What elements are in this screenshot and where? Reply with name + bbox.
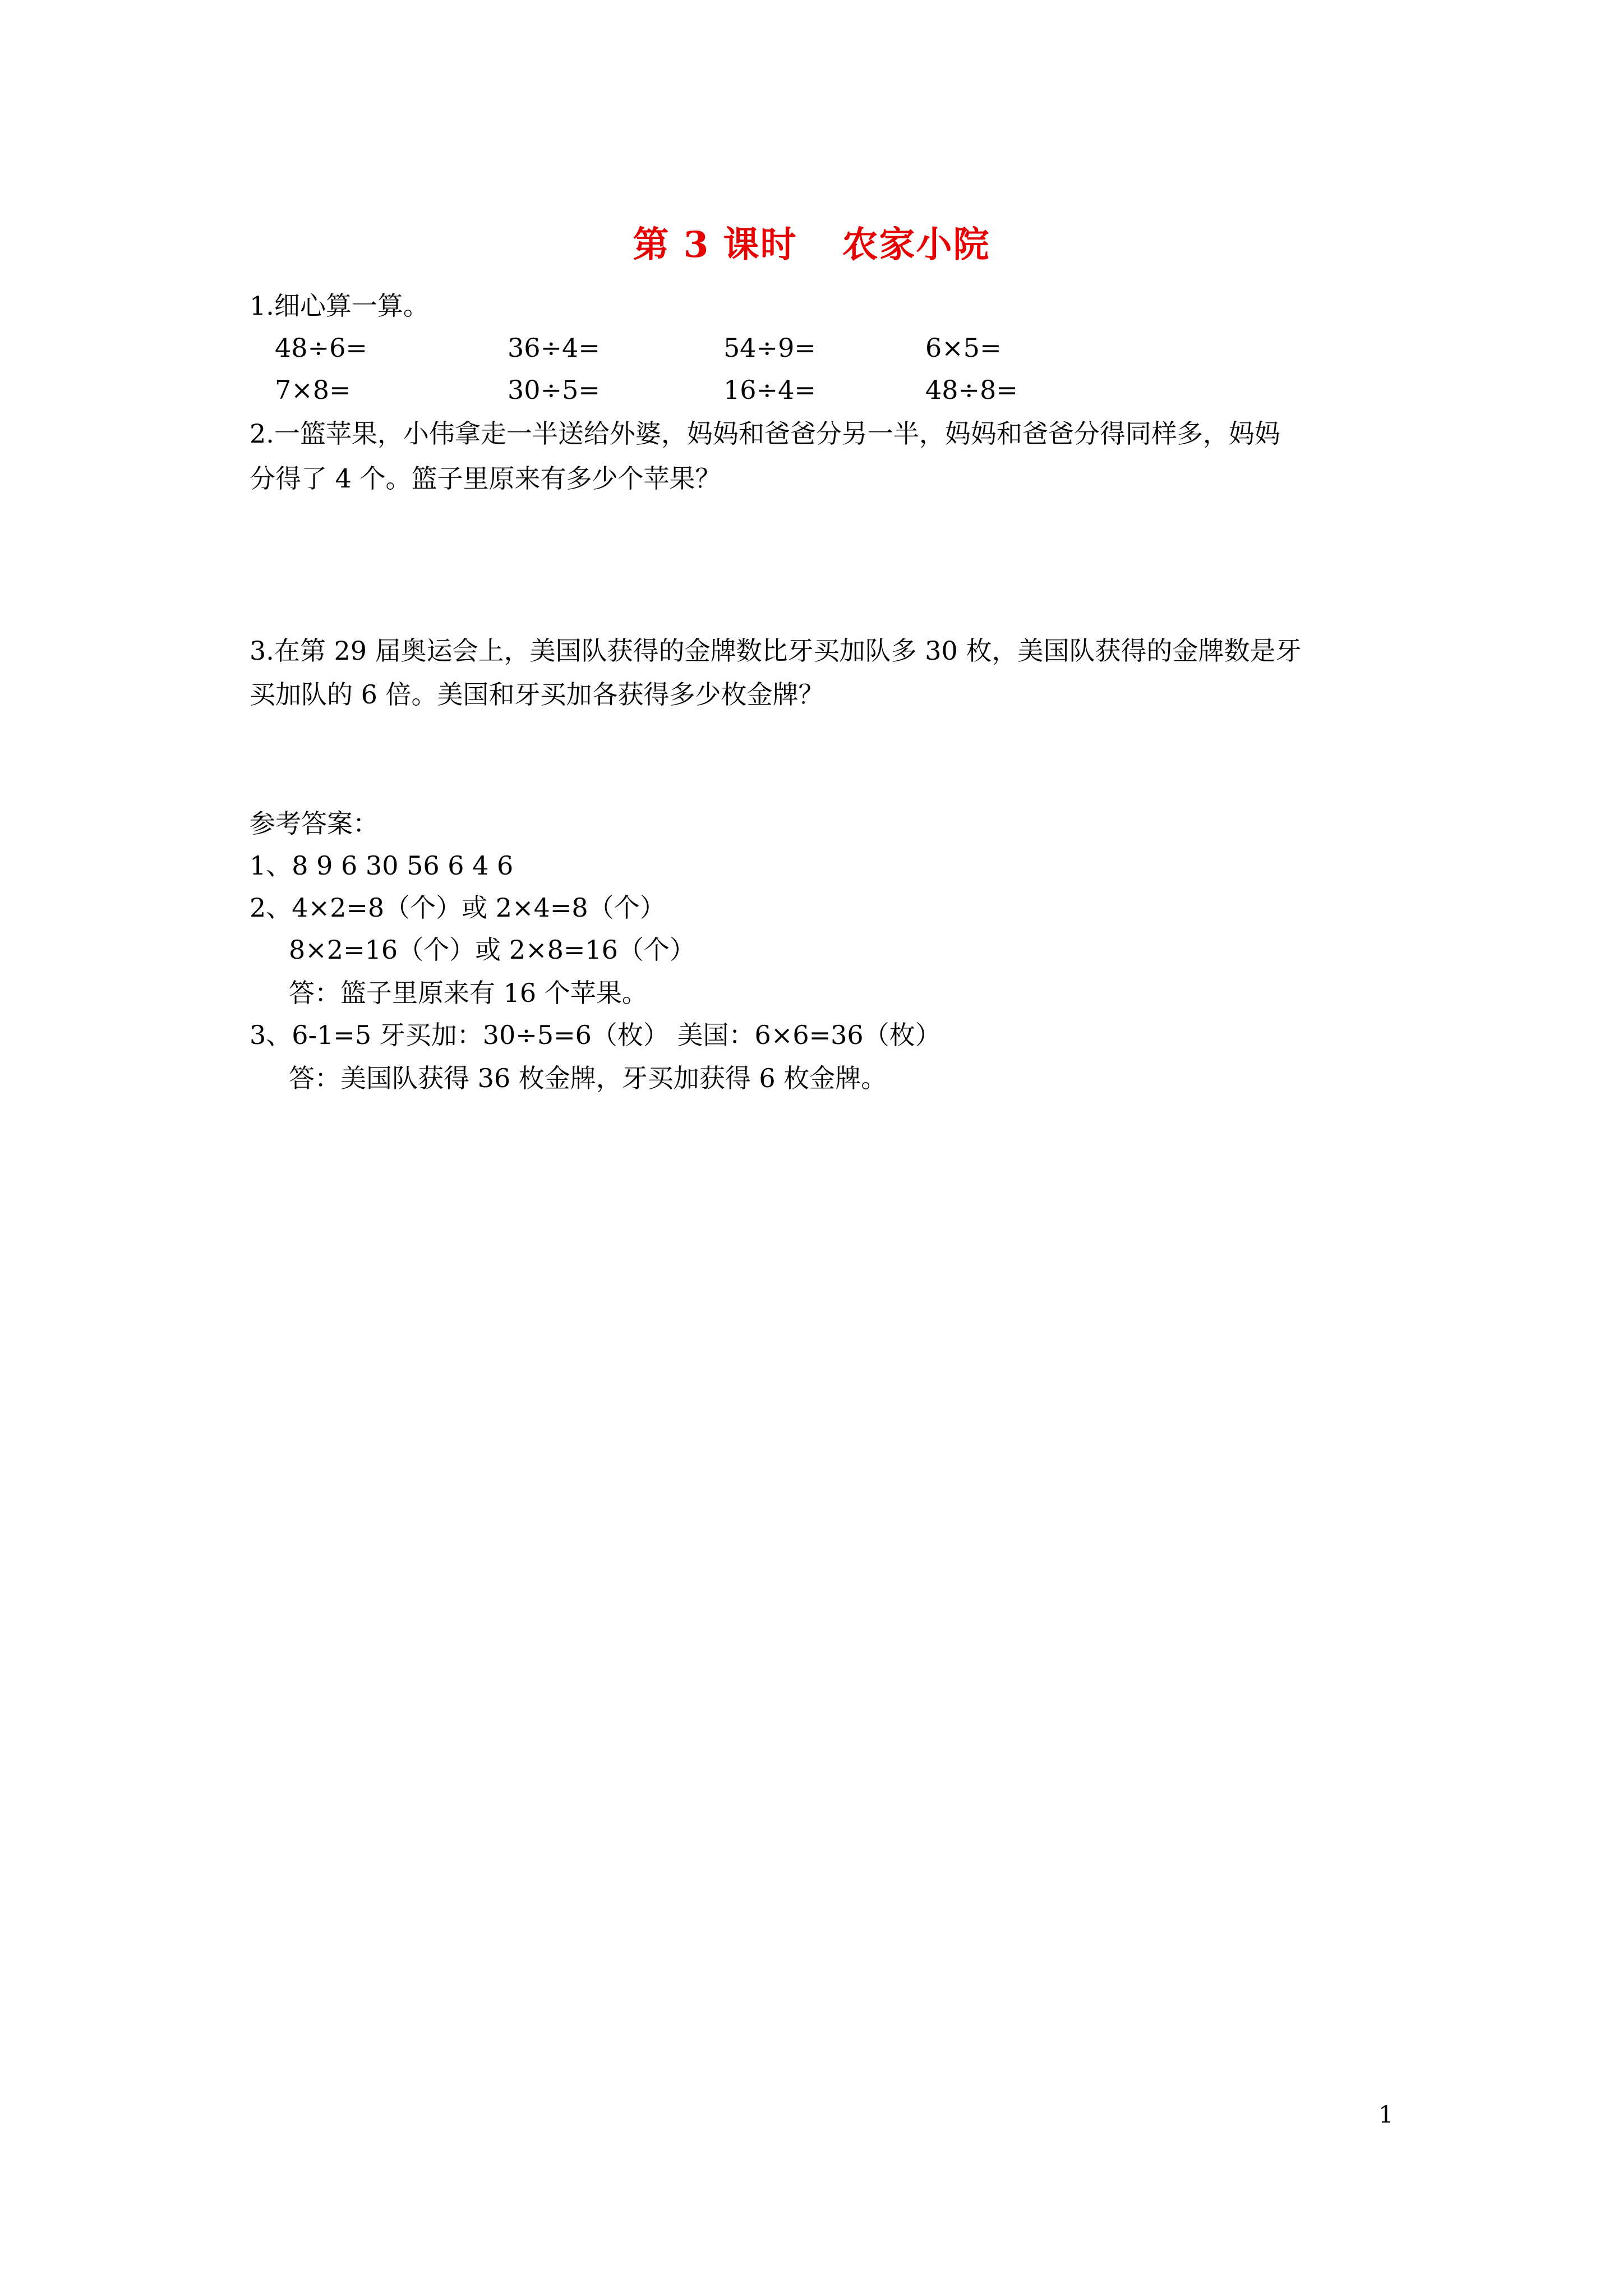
q1-item: 6×5= [925,333,1002,363]
q1-item: 54÷9= [723,333,816,363]
title-topic: 农家小院 [842,224,990,266]
page-number: 1 [1378,2101,1394,2128]
q1-heading: 1.细心算一算。 [250,291,429,321]
q1-item: 16÷4= [723,375,816,405]
q3-text-line2: 买加队的 6 倍。美国和牙买加各获得多少枚金牌？ [250,679,824,710]
answer-3-line2: 答：美国队获得 36 枚金牌，牙买加获得 6 枚金牌。 [289,1063,887,1093]
q1-item: 48÷8= [925,375,1018,405]
q1-item: 36÷4= [508,333,600,363]
q1-item: 7×8= [275,375,351,405]
answer-3-line1: 3、6-1=5 牙买加：30÷5=6（枚） 美国：6×6=36（枚） [250,1020,941,1050]
answer-2-line1: 2、4×2=8（个）或 2×4=8（个） [250,892,666,923]
q1-item: 30÷5= [508,375,600,405]
title-lesson: 第 3 课时 [633,224,797,266]
q2-text-line1: 2.一篮苹果，小伟拿走一半送给外婆，妈妈和爸爸分另一半，妈妈和爸爸分得同样多，妈妈 [250,418,1280,449]
answers-heading: 参考答案： [250,808,379,839]
answer-1: 1、8 9 6 30 56 6 4 6 [250,850,514,881]
answer-2-line3: 答：篮子里原来有 16 个苹果。 [289,978,648,1008]
q2-text-line2: 分得了 4 个。篮子里原来有多少个苹果？ [250,463,721,494]
q1-item: 48÷6= [275,333,367,363]
answer-2-line2: 8×2=16（个）或 2×8=16（个） [289,935,695,965]
page-title [0,216,1623,268]
q3-text-line1: 3.在第 29 届奥运会上，美国队获得的金牌数比牙买加队多 30 枚，美国队获得的金牌数是牙 [250,636,1302,666]
